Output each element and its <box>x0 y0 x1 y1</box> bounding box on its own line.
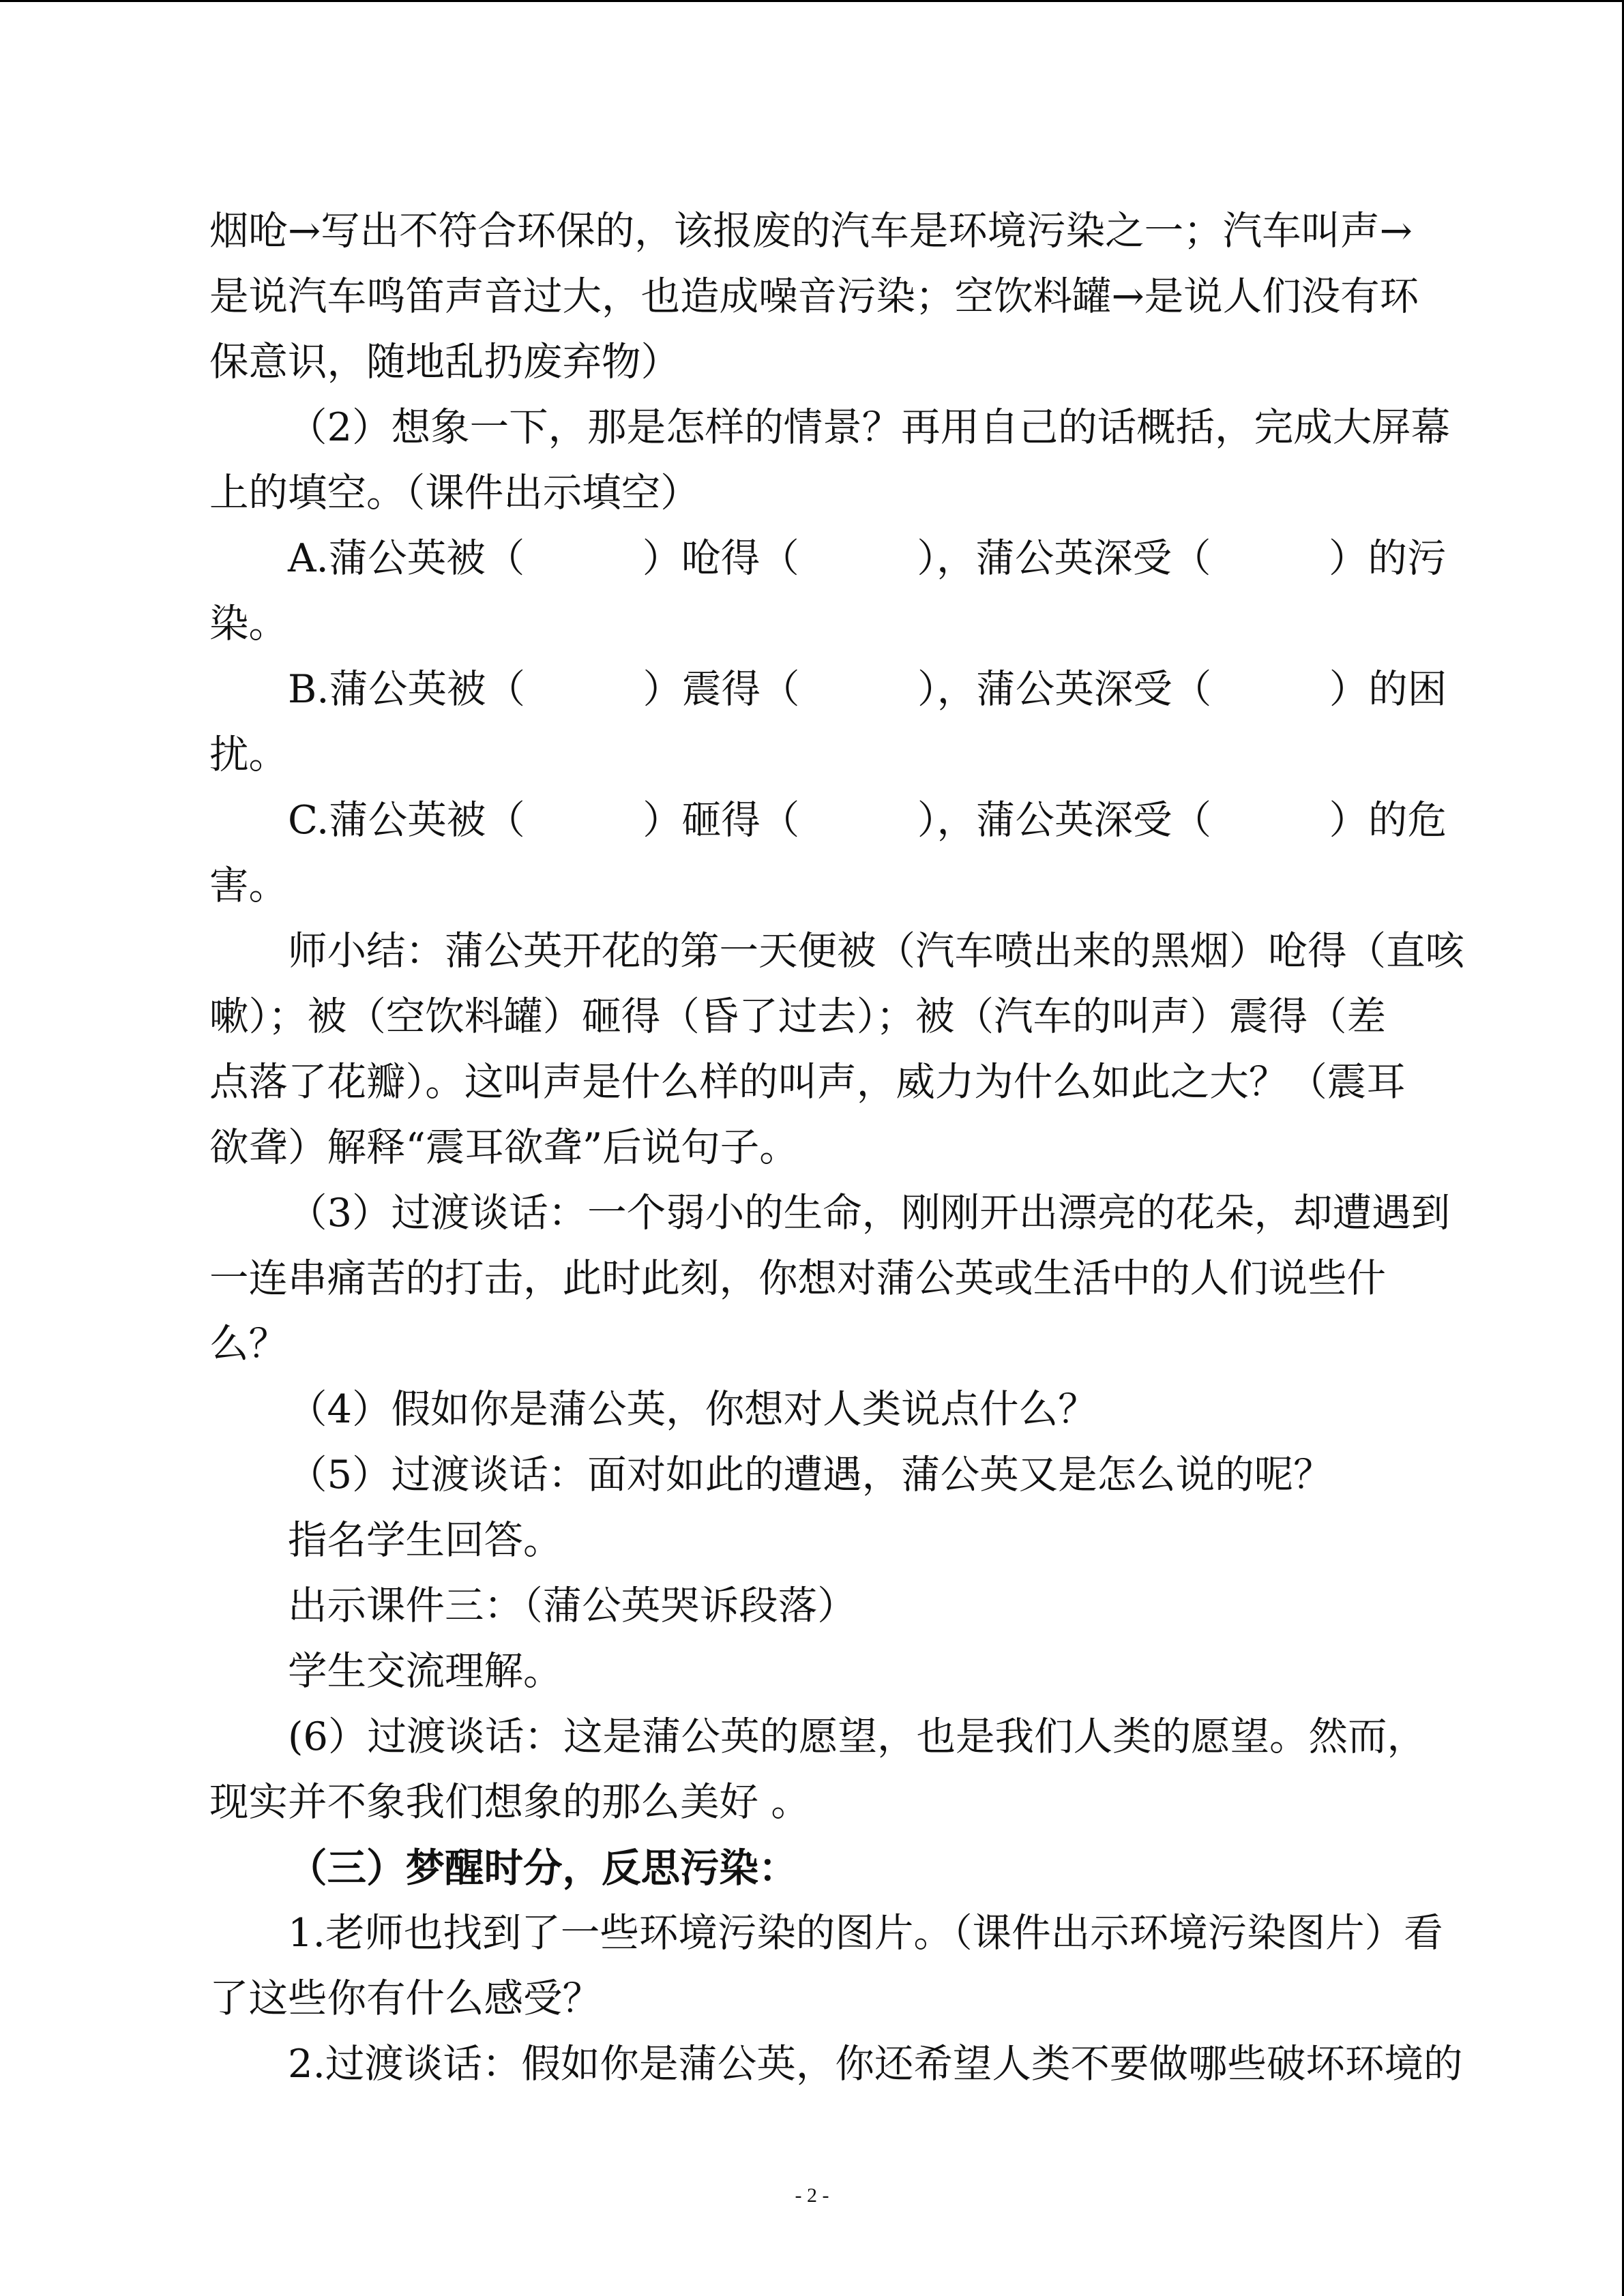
body-text-line: 上的填空。（课件出示填空） <box>209 470 700 516</box>
body-text-line: 了这些你有什么感受？ <box>209 1976 602 2021</box>
body-text-line: 指名学生回答。 <box>288 1517 563 1563</box>
body-text-line: （4）假如你是蒲公英，你想对人类说点什么？ <box>288 1386 1097 1432</box>
body-text-line: 烟呛→写出不符合环保的，该报废的汽车是环境污染之一；汽车叫声→ <box>209 208 1413 254</box>
fill-in-blank-line: B.蒲公英被（ ）震得（ ），蒲公英深受（ ）的困 <box>288 666 1447 712</box>
body-text-line: 现实并不象我们想象的那么美好 。 <box>209 1779 810 1825</box>
body-text-line: 是说汽车鸣笛声音过大，也造成噪音污染；空饮料罐→是说人们没有环 <box>209 273 1419 319</box>
body-text-line: 师小结：蒲公英开花的第一天便被（汽车喷出来的黑烟）呛得（直咳 <box>288 928 1464 974</box>
body-text-line: 染。 <box>209 601 288 646</box>
body-text-line: (6）过渡谈话：这是蒲公英的愿望，也是我们人类的愿望。然而， <box>288 1714 1427 1759</box>
body-text-line: （2）想象一下，那是怎样的情景？再用自己的话概括，完成大屏幕 <box>288 404 1451 450</box>
body-text-line: （5）过渡谈话：面对如此的遭遇，蒲公英又是怎么说的呢？ <box>288 1452 1333 1497</box>
body-text-line: （3）过渡谈话：一个弱小的生命，刚刚开出漂亮的花朵，却遭遇到 <box>288 1190 1451 1236</box>
body-text-line: 点落了花瓣）。这叫声是什么样的叫声，威力为什么如此之大？（震耳 <box>209 1059 1406 1105</box>
body-text-line: 欲聋）解释“震耳欲聋”后说句子。 <box>209 1124 799 1170</box>
body-text-line: 扰。 <box>209 732 288 777</box>
section-heading: （三）梦醒时分，反思污染： <box>288 1845 798 1891</box>
body-text-line: 学生交流理解。 <box>288 1648 563 1694</box>
body-text-line: 害。 <box>209 863 288 908</box>
fill-in-blank-line: A.蒲公英被（ ）呛得（ ），蒲公英深受（ ）的污 <box>288 535 1447 581</box>
body-text-line: 1.老师也找到了一些环境污染的图片。（课件出示环境污染图片）看 <box>288 1910 1443 1956</box>
body-text-line: 保意识，随地乱扔废弃物） <box>209 339 680 385</box>
page-number: - 2 - <box>795 2184 829 2207</box>
fill-in-blank-line: C.蒲公英被（ ）砸得（ ），蒲公英深受（ ）的危 <box>288 797 1447 843</box>
body-text-line: 出示课件三：（蒲公英哭诉段落） <box>288 1583 857 1628</box>
document-body <box>209 198 1478 2097</box>
body-text-line: 一连串痛苦的打击，此时此刻，你想对蒲公英或生活中的人们说些什 <box>209 1255 1386 1301</box>
body-text-line: 嗽）；被（空饮料罐）砸得（昏了过去）；被（汽车的叫声）震得（差 <box>209 994 1386 1039</box>
body-text-line: 么？ <box>209 1321 288 1367</box>
body-text-line: 2.过渡谈话：假如你是蒲公英，你还希望人类不要做哪些破坏环境的 <box>288 2041 1463 2087</box>
